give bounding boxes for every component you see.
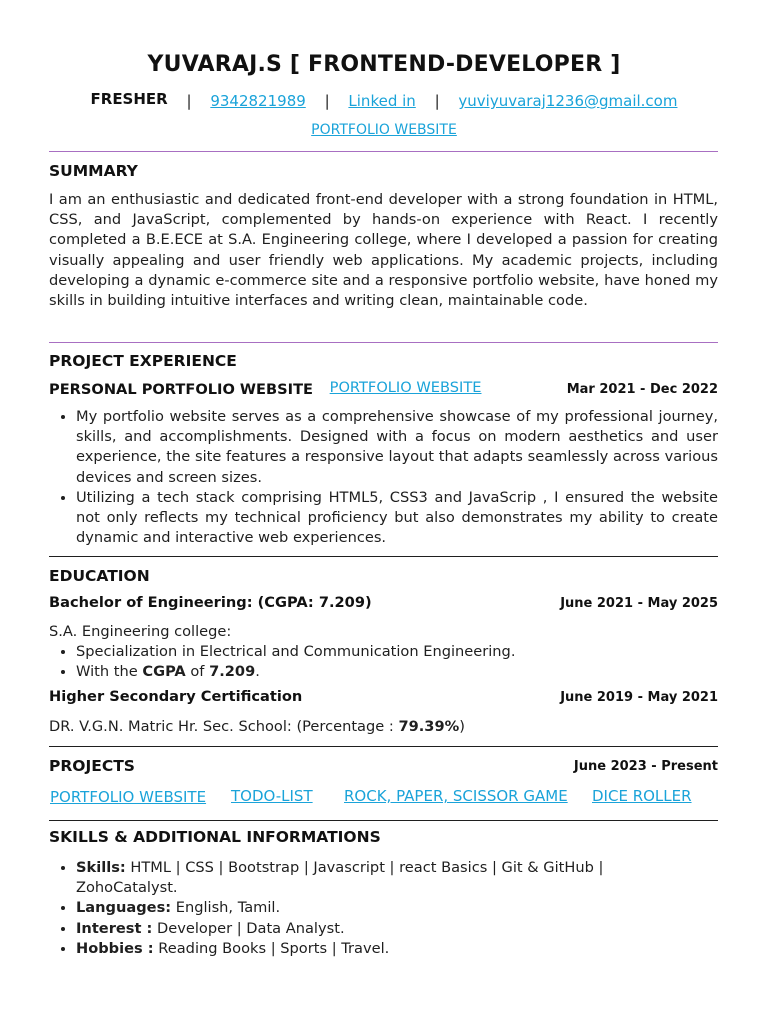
summary-heading: SUMMARY — [49, 162, 138, 180]
cgpa-label: CGPA — [142, 663, 186, 681]
project-title: PERSONAL PORTFOLIO WEBSITE — [49, 381, 313, 398]
hsc-date: June 2019 - May 2021 — [560, 690, 718, 705]
summary-text: I am an enthusiastic and dedicated front-end developer with a strong foundation in HTML, CSS, and JavaScript, complemented by hands-on experience with React. I recently completed a B.E.ECE at S.A. Engineering college, where I developed a passion for creating visually appealing and user friendly web applications. My academic projects, including developing a dynamic e-commerce site and a responsive portfolio website, have honed my skills in building intuitive interfaces and writing clean, maintainable code. — [49, 191, 718, 310]
interest-label: Interest : — [76, 919, 153, 937]
projects-date: June 2023 - Present — [573, 759, 718, 774]
project-experience-heading: PROJECT EXPERIENCE — [49, 352, 237, 370]
list-item — [76, 939, 649, 959]
hsc-title: Higher Secondary Certification — [49, 688, 303, 705]
school-percentage: 79.39% — [398, 718, 460, 735]
email-link[interactable]: yuviyuvaraj1236@gmail.com — [458, 92, 678, 110]
project-link-dice[interactable]: DICE ROLLER — [592, 787, 692, 805]
project-date: Mar 2021 - Dec 2022 — [566, 382, 718, 397]
resume-title: YUVARAJ.S [ FRONTEND-DEVELOPER ] — [147, 52, 621, 77]
list-item: • Specialization in Electrical and Communication Engineering. — [76, 642, 718, 662]
school-suffix: ) — [459, 718, 465, 735]
degree-date: June 2021 - May 2025 — [560, 596, 718, 611]
project-portfolio-link[interactable]: PORTFOLIO WEBSITE — [329, 379, 482, 396]
separator: | — [434, 92, 440, 110]
college-name: S.A. Engineering college: — [49, 623, 232, 640]
list-item — [76, 898, 649, 918]
list-item — [76, 919, 649, 939]
school-line — [49, 718, 718, 735]
degree-title: Bachelor of Engineering: (CGPA: 7.209) — [49, 594, 372, 611]
languages-value: English, Tamil. — [171, 899, 281, 917]
project-experience-row — [49, 381, 718, 398]
separator: | — [186, 92, 192, 110]
portfolio-website-link[interactable]: PORTFOLIO WEBSITE — [311, 122, 457, 138]
project-bullets — [49, 407, 718, 548]
list-item: • My portfolio website serves as a comprehensive showcase of my professional journey, skills, and accomplishments. Designed with a focus on modern aesthetics and user experience, the site features a responsive layout that adapts seamlessly across various devices and screen sizes. — [76, 407, 718, 488]
separator: | — [324, 92, 330, 110]
list-item: • Utilizing a tech stack comprising HTML5, CSS3 and JavaScrip , I ensured the website not only reflects my technical proficiency but also demonstrates my ability to create dynamic and interactive web experiences. — [76, 488, 718, 549]
list-item — [76, 858, 649, 898]
cgpa-suffix: . — [255, 663, 260, 681]
projects-heading: PROJECTS — [49, 757, 135, 775]
divider — [49, 342, 718, 343]
degree-bullets — [49, 642, 718, 682]
project-link-rps[interactable]: ROCK, PAPER, SCISSOR GAME — [344, 787, 568, 805]
languages-label: Languages: — [76, 899, 172, 917]
linkedin-link[interactable]: Linked in — [348, 92, 416, 110]
hobbies-value: Reading Books | Sports | Travel. — [153, 939, 390, 957]
skills-heading: SKILLS & ADDITIONAL INFORMATIONS — [49, 828, 381, 846]
skills-list — [49, 858, 649, 959]
hsc-row — [49, 688, 718, 705]
cgpa-value: 7.209 — [209, 663, 256, 681]
hobbies-label: Hobbies : — [76, 939, 154, 957]
cgpa-mid: of — [185, 663, 210, 681]
project-link-portfolio[interactable]: PORTFOLIO WEBSITE — [50, 788, 207, 806]
degree-row — [49, 594, 718, 611]
divider — [49, 820, 718, 821]
education-heading: EDUCATION — [49, 567, 150, 585]
phone-link[interactable]: 9342821989 — [210, 92, 306, 110]
divider — [49, 746, 718, 747]
list-item — [76, 662, 718, 682]
skills-value: HTML | CSS | Bootstrap | Javascript | react Basics | Git & GitHub | ZohoCatalyst. — [76, 859, 604, 897]
skills-label: Skills: — [76, 859, 126, 876]
divider — [49, 556, 718, 557]
project-link-todo[interactable]: TODO-LIST — [231, 787, 313, 805]
portfolio-line — [0, 122, 768, 138]
cgpa-prefix: With the — [76, 663, 143, 681]
status-label: FRESHER — [90, 90, 168, 108]
interest-value: Developer | Data Analyst. — [152, 919, 345, 937]
contact-line — [0, 92, 768, 110]
school-name: DR. V.G.N. Matric Hr. Sec. School: (Percentage : — [49, 718, 399, 735]
divider — [49, 151, 718, 152]
projects-row — [49, 757, 718, 775]
